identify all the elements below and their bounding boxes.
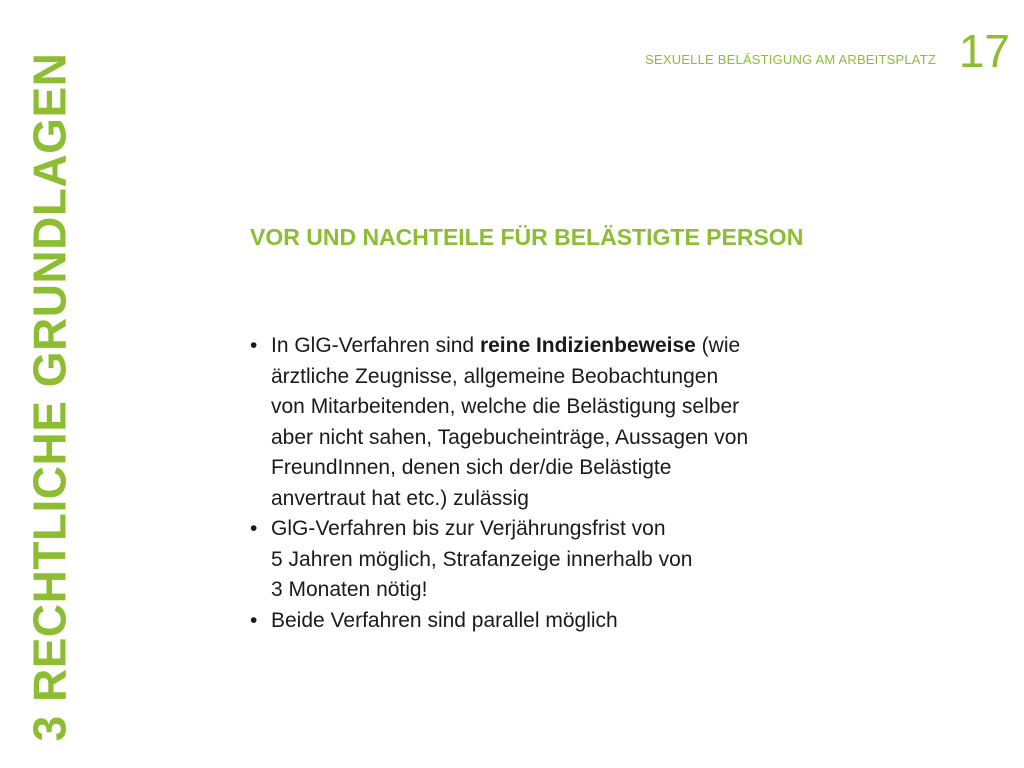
bullet-marker: • bbox=[250, 608, 258, 632]
bullet-line: Beide Verfahren sind parallel möglich bbox=[271, 608, 618, 632]
bullet-marker: • bbox=[250, 517, 258, 540]
bullet-marker: • bbox=[250, 334, 258, 357]
bullet-line bbox=[271, 331, 890, 362]
bullet-line: von Mitarbeitenden, welche die Belästigung selber bbox=[271, 395, 740, 418]
bullet-text: In GlG-Verfahren sind bbox=[271, 334, 480, 357]
section-title-text: 3 RECHTLICHE GRUNDLAGEN bbox=[23, 52, 75, 742]
bullet-item-3 bbox=[250, 606, 890, 637]
bullet-line: FreundInnen, denen sich der/die Belästigte bbox=[271, 456, 672, 479]
bullet-line: anvertraut hat etc.) zulässig bbox=[271, 486, 529, 510]
bullet-emphasis: reine Indizienbeweise bbox=[479, 334, 696, 357]
page-number: 17 bbox=[958, 25, 1010, 77]
bullet-line: 3 Monaten nötig! bbox=[271, 578, 428, 601]
section-title-vertical bbox=[22, 42, 76, 752]
header-label: SEXUELLE BELÄSTIGUNG AM ARBEITSPLATZ bbox=[645, 52, 936, 67]
bullet-item-2 bbox=[250, 514, 890, 606]
bullet-item-1 bbox=[250, 331, 890, 514]
bullet-line: ärztliche Zeugnisse, allgemeine Beobachtungen bbox=[271, 364, 719, 388]
bullet-line: 5 Jahren möglich, Strafanzeige innerhalb von bbox=[271, 547, 693, 571]
bullet-list bbox=[250, 331, 890, 636]
bullet-line: GlG-Verfahren bis zur Verjährungsfrist von bbox=[271, 517, 666, 540]
bullet-text: (wie bbox=[695, 334, 741, 357]
slide-heading: VOR UND NACHTEILE FÜR BELÄSTIGTE PERSON bbox=[250, 224, 804, 250]
bullet-line: aber nicht sahen, Tagebucheinträge, Aussagen von bbox=[271, 425, 749, 449]
